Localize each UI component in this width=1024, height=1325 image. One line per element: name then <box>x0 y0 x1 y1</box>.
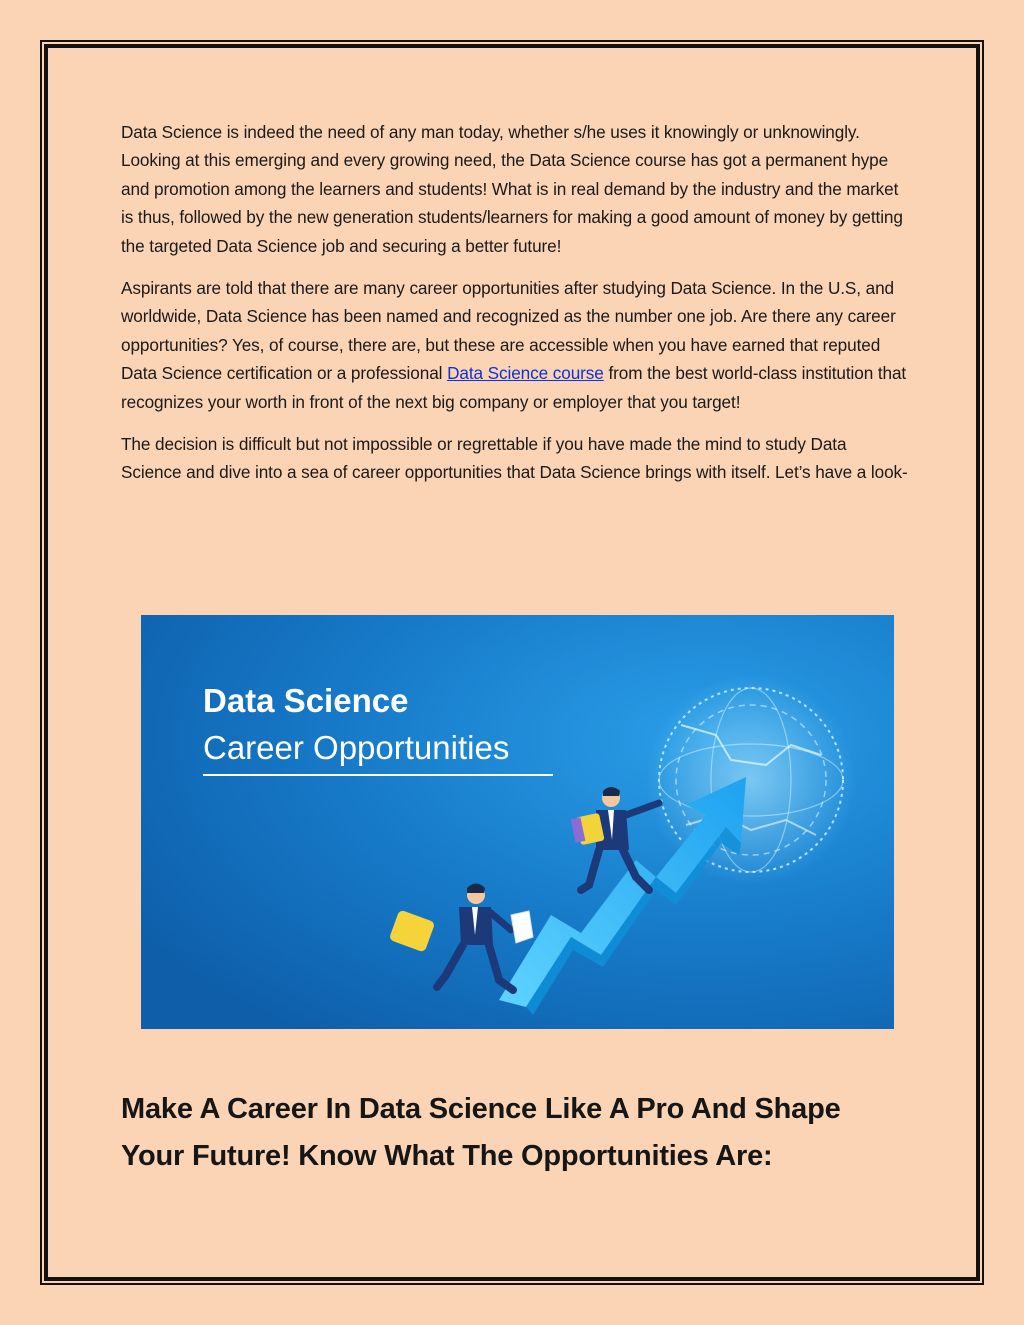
paragraph-intro: Data Science is indeed the need of any man today, whether s/he uses it knowingly or unknowingly. Looking at this emerging and every growing need, the Data Science course has got a permanent hype and promotion among the learners and students! What is in real demand by the industry and the market is thus, followed by the new generation students/learners for making a good amount of money by getting the targeted Data Science job and securing a better future! <box>121 122 903 256</box>
paragraph-opportunities-text-end: from the best world-class institution that recognizes your worth in front of the next big company or employer that you target! <box>121 363 907 412</box>
data-science-course-link[interactable]: Data Science course <box>447 363 604 384</box>
paragraph-opportunities-text-start: Aspirants are told that there are many career opportunities after studying Data Science. In the U.S, and worldwide, Data Science has been named and recognized as the number one job. Are there any career opportunities? Yes, of course, there are, but these are accessible when you have earned that reputed Data Science certification or a professional <box>121 278 896 384</box>
paragraph-opportunities <box>121 274 911 416</box>
section-heading-line2: Your Future! Know What The Opportunities Are: <box>121 1140 773 1172</box>
hero-title: Data Science <box>203 682 409 719</box>
hero-subtitle: Career Opportunities <box>203 729 510 766</box>
paragraph-decision: The decision is difficult but not impossible or regrettable if you have made the mind to study Data Science and dive into a sea of career opportunities that Data Science brings with itself. Let’s have a look- <box>121 434 908 483</box>
section-heading-line1: Make A Career In Data Science Like A Pro And Shape <box>121 1093 841 1125</box>
hero-illustration <box>141 615 894 1029</box>
hero-banner-image <box>141 615 894 1029</box>
article-body <box>121 118 911 501</box>
section-heading <box>121 1086 921 1180</box>
